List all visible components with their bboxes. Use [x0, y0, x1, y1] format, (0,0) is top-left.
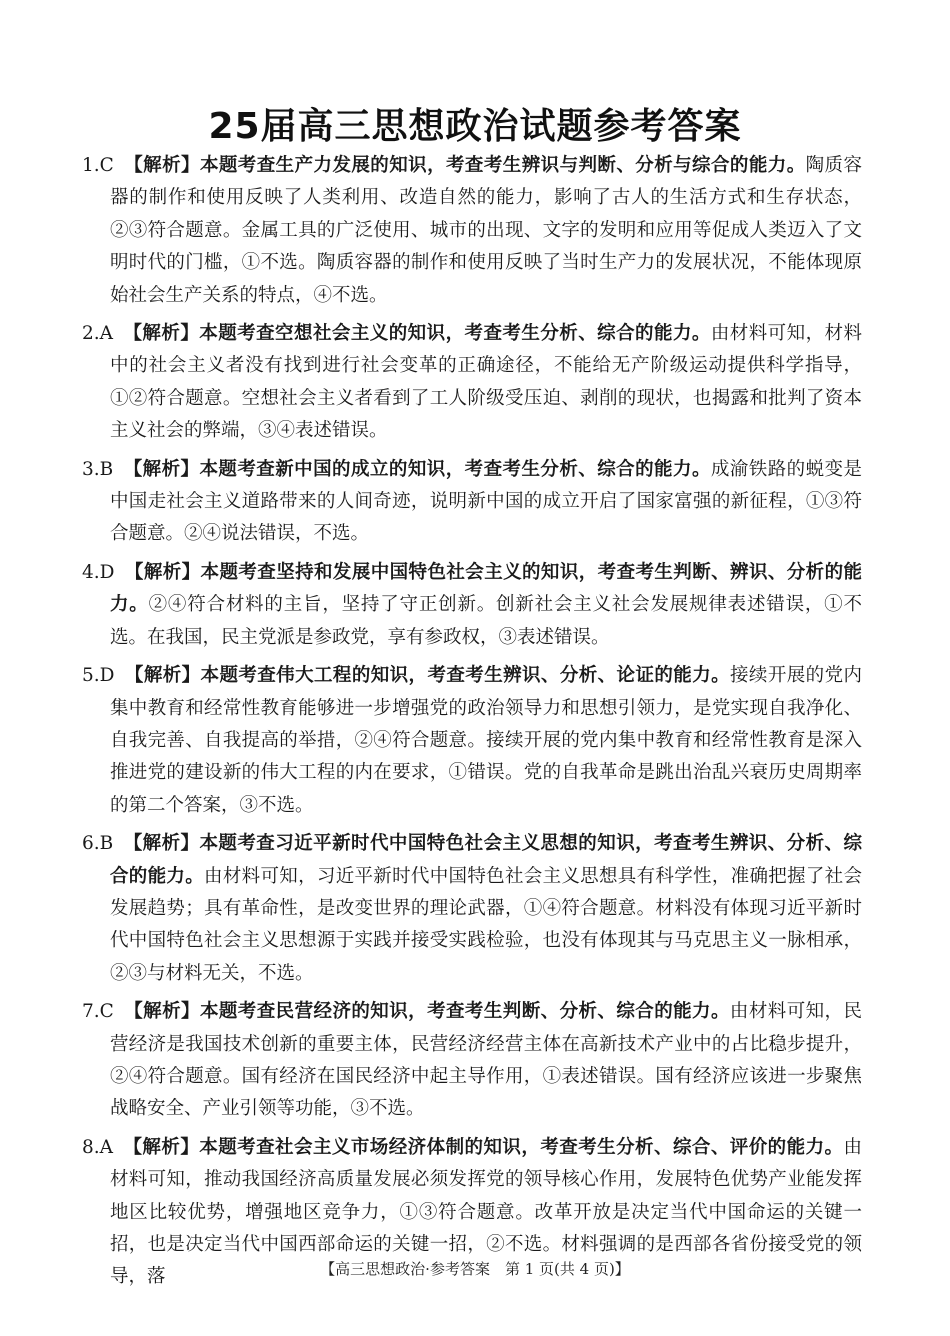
answer-item: [82, 660, 862, 822]
answer-item: [82, 150, 862, 312]
answer-item: [82, 557, 862, 654]
answer-number: 4.: [82, 561, 100, 583]
analysis-heading: 【解析】本题考查伟大工程的知识，考查考生辨识、分析、论证的能力。: [124, 665, 731, 687]
analysis-text: 陶质容器的制作和使用反映了人类利用、改造自然的能力，影响了古人的生活方式和生存状态，②③符合题意。金属工具的广泛使用、城市的出现、文字的发明和应用等促成人类迈入了文明时代的门槛，①不选。陶质容器的制作和使用反映了当时生产力的发展状况，不能体现原始社会生产关系的特点，④不选。: [110, 155, 862, 306]
analysis-heading: 【解析】本题考查生产力发展的知识，考查考生辨识与判断、分析与综合的能力。: [123, 155, 806, 176]
answer-number: 2.: [82, 323, 100, 345]
answer-list: [82, 150, 862, 1300]
answer-choice: A: [99, 323, 114, 345]
analysis-heading: 【解析】本题考查空想社会主义的知识，考查考生分析、综合的能力。: [123, 323, 711, 345]
answer-number: 7.: [82, 1001, 100, 1023]
analysis-heading: 【解析】本题考查习近平新时代中国特色社会主义思想的知识，考查考生辨识、分析、综合的能力。: [110, 833, 862, 887]
page-footer: 【高三思想政治·参考答案 第 1 页(共 4 页)】: [320, 1260, 630, 1278]
answer-item: [82, 828, 862, 990]
answer-choice: A: [99, 1136, 114, 1158]
analysis-heading: 【解析】本题考查社会主义市场经济体制的知识，考查考生分析、综合、评价的能力。: [123, 1136, 844, 1158]
analysis-text: 由材料可知，民营经济是我国技术创新的重要主体，民营经济经营主体在高新技术产业中的占比稳步提升，②④符合题意。国有经济在国民经济中起主导作用，①表述错误。国有经济应该进一步聚焦战略安全、产业引领等功能，③不选。: [110, 1001, 862, 1120]
answer-choice: C: [99, 155, 114, 176]
analysis-heading: 【解析】本题考查民营经济的知识，考查考生判断、分析、综合的能力。: [123, 1001, 730, 1023]
analysis-text: 接续开展的党内集中教育和经常性教育能够进一步增强党的政治领导力和思想引领力，是党实现自我净化、自我完善、自我提高的举措，②④符合题意。接续开展的党内集中教育和经常性教育是深入推进党的建设新的伟大工程的内在要求，①错误。党的自我革命是跳出治乱兴衰历史周期率的第二个答案，③不选。: [110, 665, 862, 816]
answer-choice: B: [99, 833, 114, 855]
answer-number: 6.: [82, 833, 100, 855]
answer-item: [82, 996, 862, 1126]
answer-choice: D: [99, 665, 115, 687]
analysis-text: 由材料可知，习近平新时代中国特色社会主义思想具有科学性，准确把握了社会发展趋势；具有革命性，是改变世界的理论武器，①④符合题意。材料没有体现习近平新时代中国特色社会主义思想源于实践并接受实践检验，也没有体现其与马克思主义一脉相承，②③与材料无关，不选。: [110, 865, 862, 984]
page-title: 25届高三思想政治试题参考答案: [208, 106, 742, 147]
answer-number: 5.: [82, 665, 100, 687]
answer-number: 8.: [82, 1136, 100, 1158]
analysis-heading: 【解析】本题考查新中国的成立的知识，考查考生分析、综合的能力。: [123, 458, 711, 480]
answer-number: 3.: [82, 458, 100, 480]
answer-item: [82, 318, 862, 448]
analysis-text: 成渝铁路的蜕变是中国走社会主义道路带来的人间奇迹，说明新中国的成立开启了国家富强的新征程，①③符合题意。②④说法错误，不选。: [110, 458, 862, 545]
answer-choice: D: [99, 561, 115, 583]
analysis-text: 由材料可知，推动我国经济高质量发展必须发挥党的领导核心作用，发展特色优势产业能发挥地区比较优势，增强地区竞争力，①③符合题意。改革开放是决定当代中国命运的关键一招，也是决定当代中国西部命运的关键一招，②不选。材料强调的是西部各省份接受党的领导，落: [110, 1136, 862, 1288]
answer-number: 1.: [82, 155, 100, 176]
answer-choice: B: [99, 458, 114, 480]
answer-item: [82, 454, 862, 551]
answer-choice: C: [99, 1001, 114, 1023]
analysis-text: ②④符合材料的主旨，坚持了守正创新。创新社会主义社会发展规律表述错误，①不选。在我国，民主党派是参政党，享有参政权，③表述错误。: [110, 594, 862, 648]
analysis-text: 由材料可知，材料中的社会主义者没有找到进行社会变革的正确途径，不能给无产阶级运动提供科学指导，①②符合题意。空想社会主义者看到了工人阶级受压迫、剥削的现状，也揭露和批判了资本主义社会的弊端，③④表述错误。: [110, 323, 862, 442]
analysis-heading: 【解析】本题考查坚持和发展中国特色社会主义的知识，考查考生判断、辨识、分析的能力。: [110, 561, 862, 616]
